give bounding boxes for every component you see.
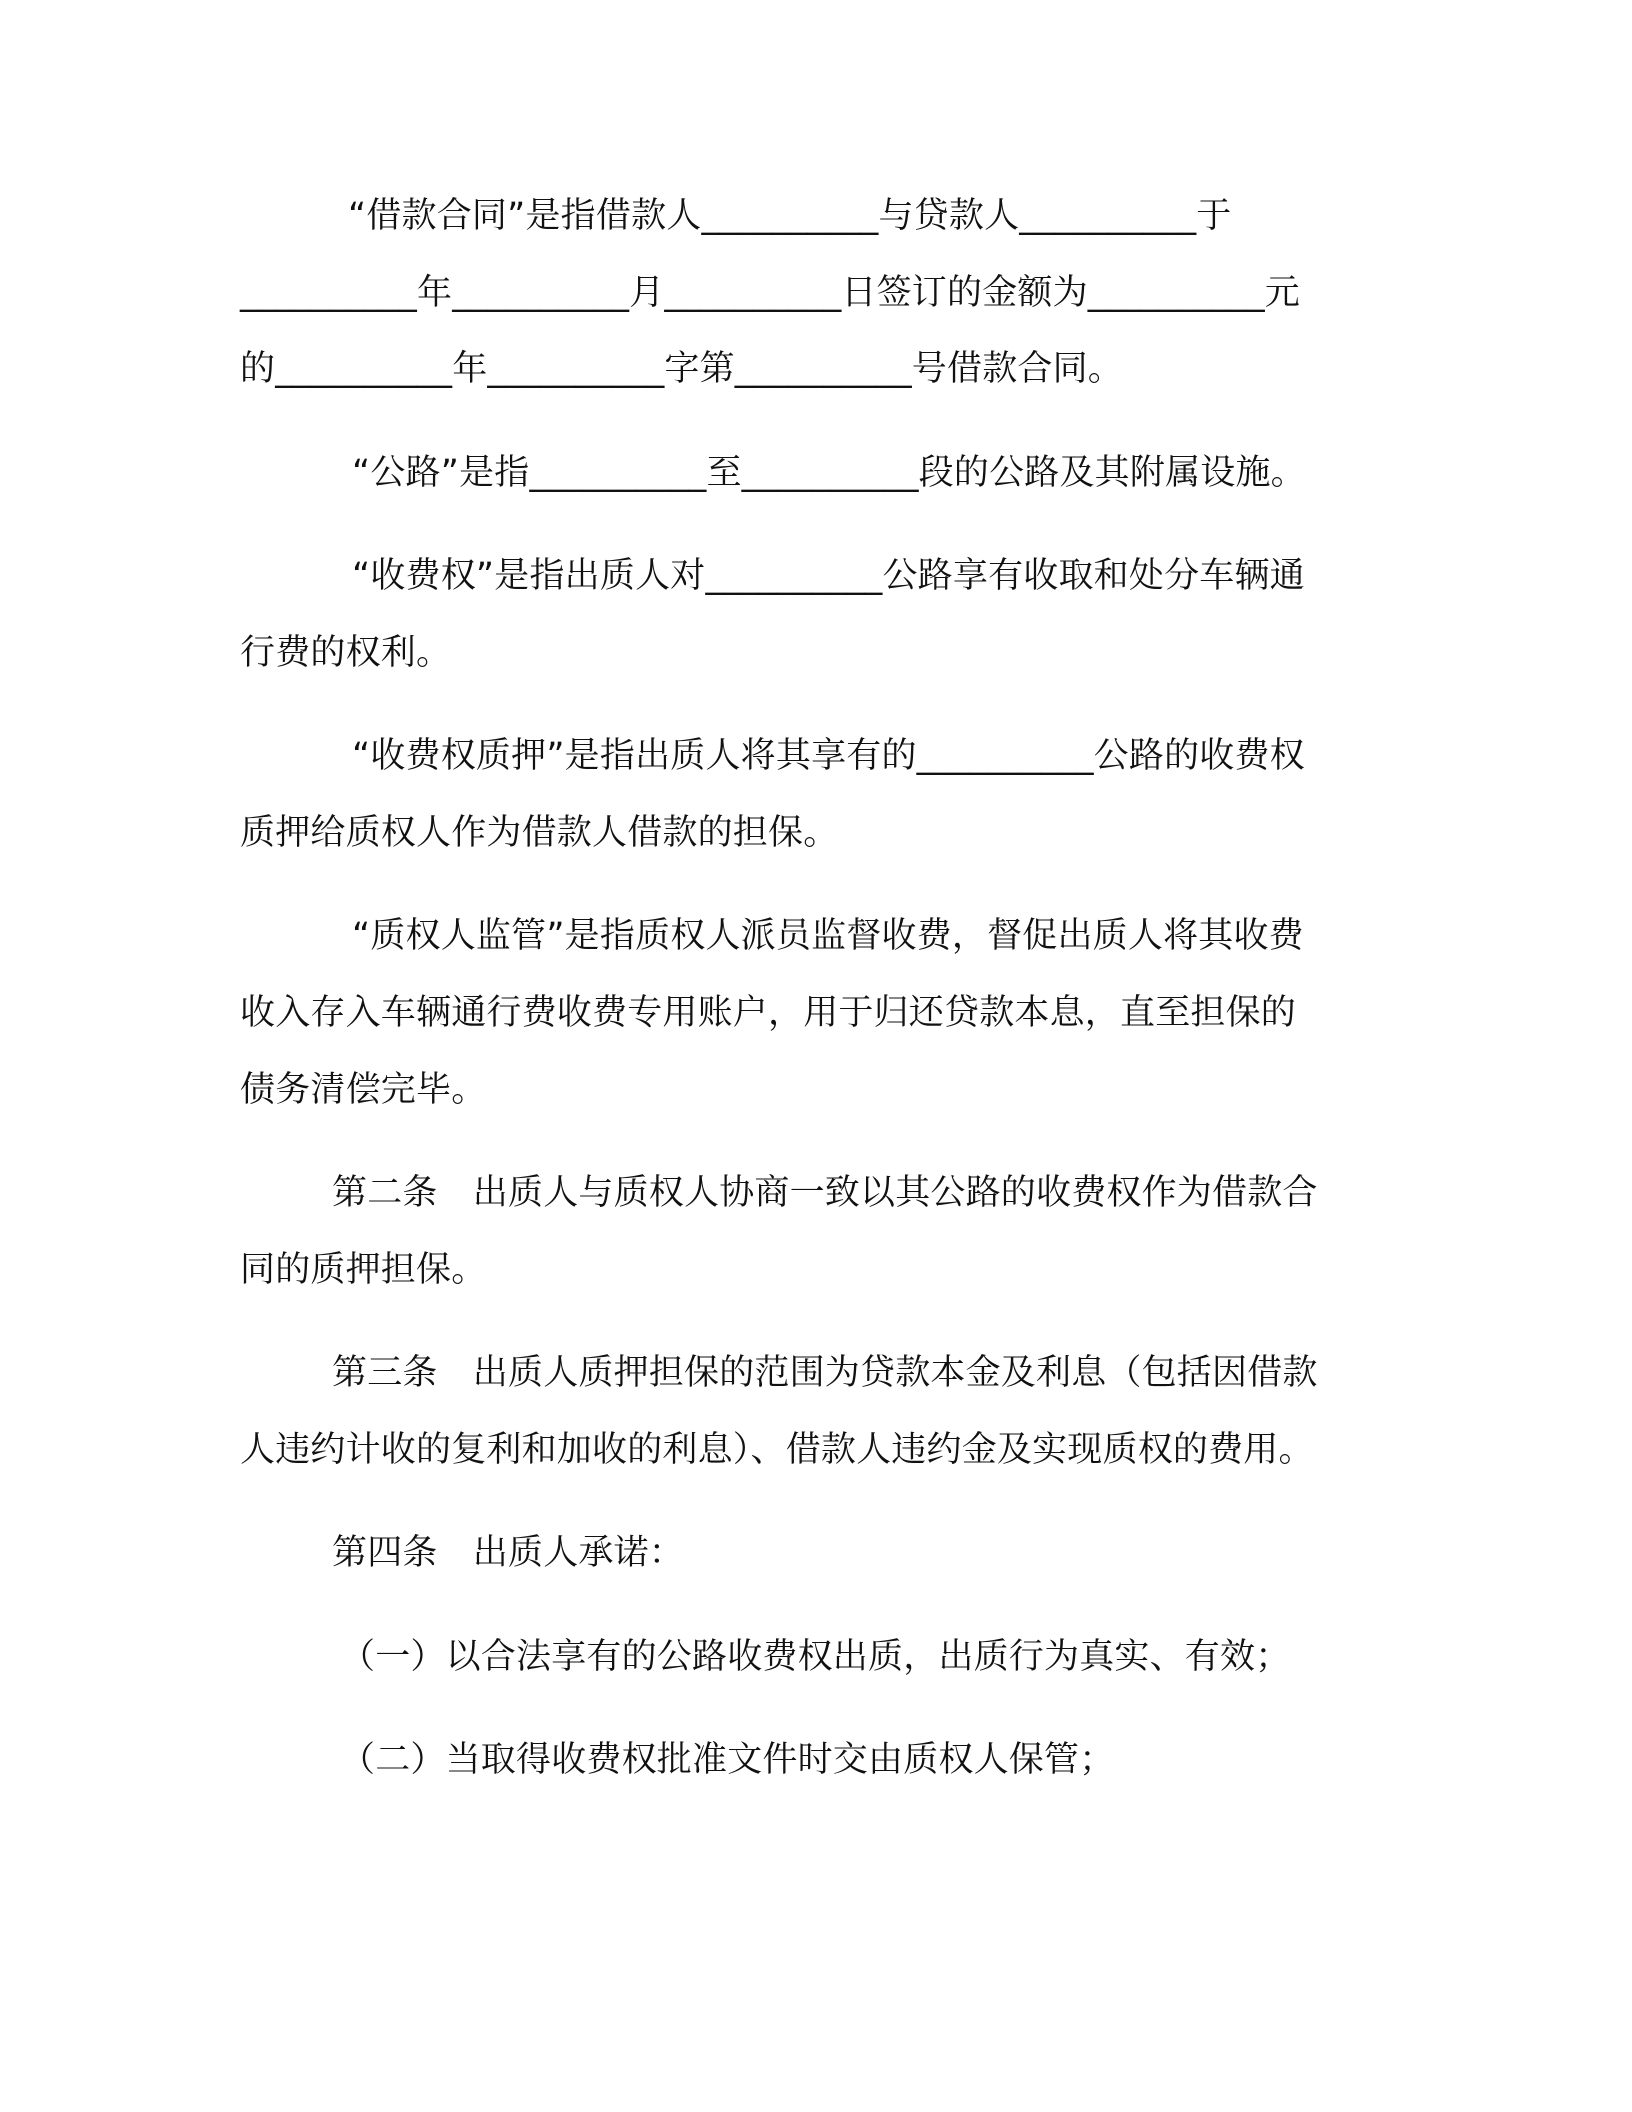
text-line: 第二条 出质人与质权人协商一致以其公路的收费权作为借款合 — [332, 1173, 1318, 1213]
text-line: 同的质押担保。 — [240, 1250, 487, 1290]
text-line: “公路”是指__________至__________段的公路及其附属设施。 — [352, 453, 1306, 493]
text-line: 行费的权利。 — [240, 633, 452, 673]
text-line: 第四条 出质人承诺： — [332, 1533, 685, 1573]
text-line: （二）当取得收费权批准文件时交由质权人保管； — [340, 1740, 1115, 1780]
text-line: 债务清偿完毕。 — [240, 1070, 487, 1110]
text-line: __________年__________月__________日签订的金额为__________元 — [240, 273, 1301, 313]
text-line: 质押给质权人作为借款人借款的担保。 — [240, 813, 839, 853]
text-line: “收费权质押”是指出质人将其享有的__________公路的收费权 — [352, 736, 1305, 776]
text-line: “质权人监管”是指质权人派员监督收费，督促出质人将其收费 — [352, 916, 1304, 956]
text-line: 第三条 出质人质押担保的范围为贷款本金及利息（包括因借款 — [332, 1353, 1318, 1393]
text-line: （一）以合法享有的公路收费权出质，出质行为真实、有效； — [340, 1637, 1291, 1677]
text-line: 收入存入车辆通行费收费专用账户，用于归还贷款本息，直至担保的 — [240, 993, 1297, 1033]
text-line: “借款合同”是指借款人__________与贷款人__________于 — [348, 196, 1232, 236]
text-line: “收费权”是指出质人对__________公路享有收取和处分车辆通 — [352, 556, 1305, 596]
text-line: 的__________年__________字第__________号借款合同。 — [240, 349, 1124, 389]
text-line: 人违约计收的复利和加收的利息）、借款人违约金及实现质权的费用。 — [240, 1430, 1314, 1470]
